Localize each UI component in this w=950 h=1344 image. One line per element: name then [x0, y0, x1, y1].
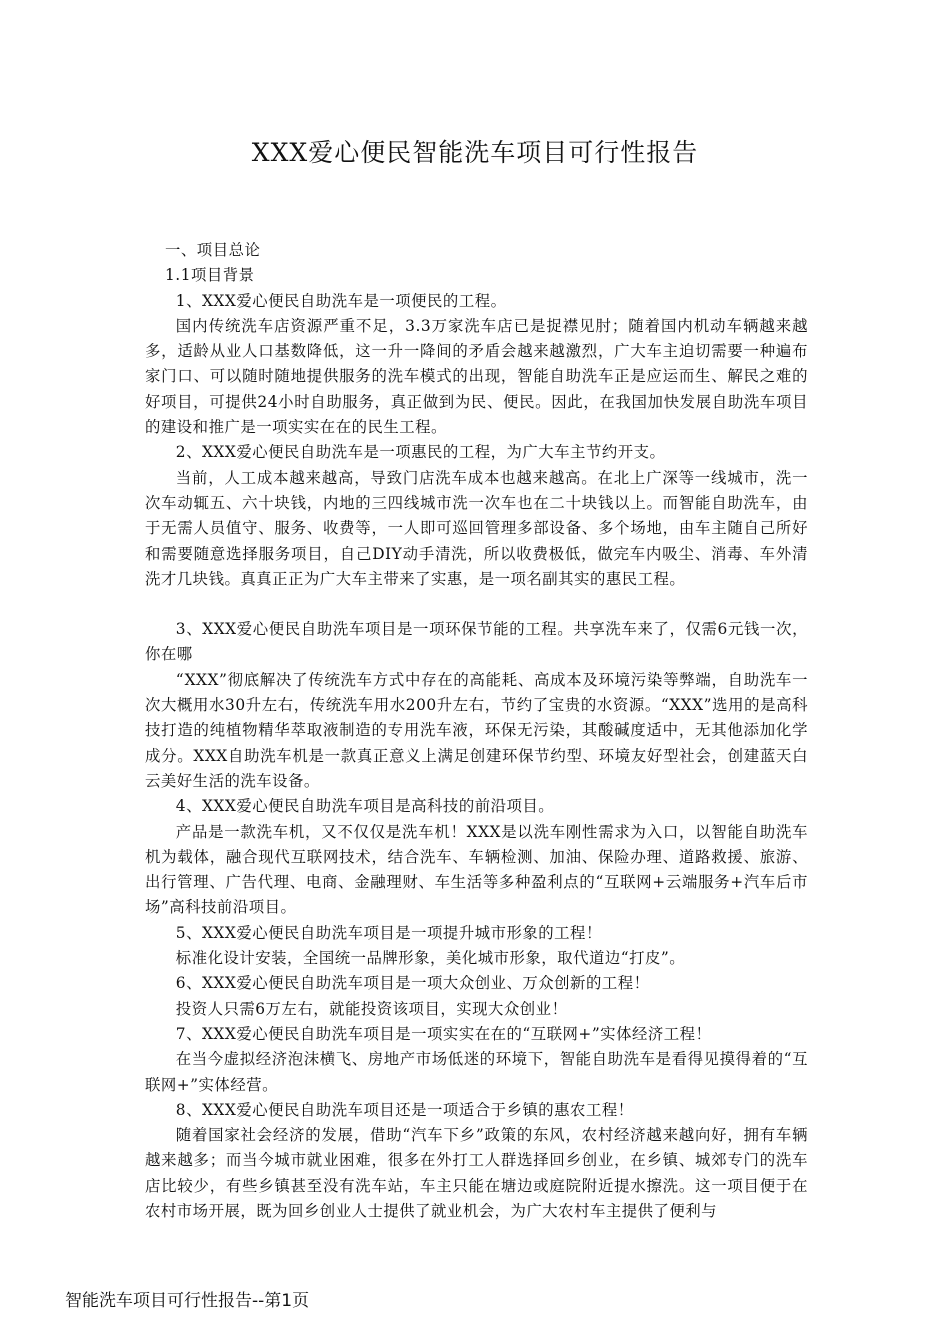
- section-heading: 一、项目总论: [165, 241, 261, 259]
- page-footer: 智能洗车项目可行性报告--第1页: [65, 1291, 310, 1311]
- point-heading-1: 1、XXX爱心便民自助洗车是一项便民的工程。: [175, 291, 507, 310]
- body-paragraph-6: 投资人只需6万左右，就能投资该项目，实现大众创业！: [175, 999, 568, 1018]
- body-paragraph-1: 国内传统洗车店资源严重不足，3.3万家洗车店已是捉襟见肘；随着国内机动车辆越来越多，适龄从业人口基数降低，这一升一降间的矛盾会越来越激烈，广大车主迫切需要一种遍布家门口、可以随时随地提供服务的洗车模式的出现，智能自助洗车正是应运而生、解民之难的好项目，可提供24小时自助服务，真正做到为民、便民。因此，在我国加快发展自助洗车项目的建设和推广是一项实实在在的民生工程。: [145, 316, 808, 437]
- document-title: XXX爱心便民智能洗车项目可行性报告: [251, 138, 699, 167]
- subsection-heading: 1.1项目背景: [165, 266, 255, 285]
- point-heading-4: 4、XXX爱心便民自助洗车项目是高科技的前沿项目。: [175, 797, 555, 816]
- document-body: [145, 238, 808, 1224]
- point-heading-2: 2、XXX爱心便民自助洗车是一项惠民的工程，为广大车主节约开支。: [175, 443, 666, 462]
- point-heading-8: 8、XXX爱心便民自助洗车项目还是一项适合于乡镇的惠农工程！: [175, 1100, 634, 1119]
- body-paragraph-3: “XXX”彻底解决了传统洗车方式中存在的高能耗、高成本及环境污染等弊端，自助洗车一次大概用水30升左右，传统洗车用水200升左右，节约了宝贵的水资源。“XXX”选用的是高科技打造的纯植物精华萃取液制造的专用洗车液，环保无污染，其酸碱度适中，无其他添加化学成分。XXX自助洗车机是一款真正意义上满足创建环保节约型、环境友好型社会，创建蓝天白云美好生活的洗车设备。: [145, 670, 808, 790]
- point-heading-3: 3、XXX爱心便民自助洗车项目是一项环保节能的工程。共享洗车来了，仅需6元钱一次，你在哪: [145, 620, 808, 664]
- paragraph-spacer: [145, 592, 808, 617]
- body-paragraph-4: 产品是一款洗车机，又不仅仅是洗车机！XXX是以洗车刚性需求为入口，以智能自助洗车机为载体，融合现代互联网技术，结合洗车、车辆检测、加油、保险办理、道路救援、旅游、出行管理、广告代理、电商、金融理财、车生活等多种盈利点的“互联网+云端服务+汽车后市场”高科技前沿项目。: [145, 822, 808, 917]
- point-heading-7: 7、XXX爱心便民自助洗车项目是一项实实在在的“互联网+”实体经济工程！: [175, 1024, 712, 1043]
- body-paragraph-2: 当前，人工成本越来越高，导致门店洗车成本也越来越高。在北上广深等一线城市，洗一次车动辄五、六十块钱，内地的三四线城市洗一次车也在二十块钱以上。而智能自助洗车，由于无需人员值守、服务、收费等，一人即可巡回管理多部设备、多个场地，由车主随自己所好和需要随意选择服务项目，自己DIY动手清洗，所以收费极低，做完车内吸尘、消毒、车外清洗才几块钱。真真正正为广大车主带来了实惠，是一项名副其实的惠民工程。: [145, 468, 808, 588]
- point-heading-6: 6、XXX爱心便民自助洗车项目是一项大众创业、万众创新的工程！: [175, 974, 650, 993]
- body-paragraph-7: 在当今虚拟经济泡沫横飞、房地产市场低迷的环境下，智能自助洗车是看得见摸得着的“互联网+”实体经营。: [145, 1050, 808, 1094]
- point-heading-5: 5、XXX爱心便民自助洗车项目是一项提升城市形象的工程！: [175, 923, 602, 942]
- body-paragraph-5: 标准化设计安装，全国统一品牌形象，美化城市形象，取代道边“打皮”。: [175, 949, 686, 968]
- body-paragraph-8: 随着国家社会经济的发展，借助“汽车下乡”政策的东风，农村经济越来越向好，拥有车辆越来越多；而当今城市就业困难，很多在外打工人群选择回乡创业，在乡镇、城郊专门的洗车店比较少，有些乡镇甚至没有洗车站，车主只能在塘边或庭院附近提水擦洗。这一项目便于在农村市场开展，既为回乡创业人士提供了就业机会，为广大农村车主提供了便利与: [145, 1126, 808, 1220]
